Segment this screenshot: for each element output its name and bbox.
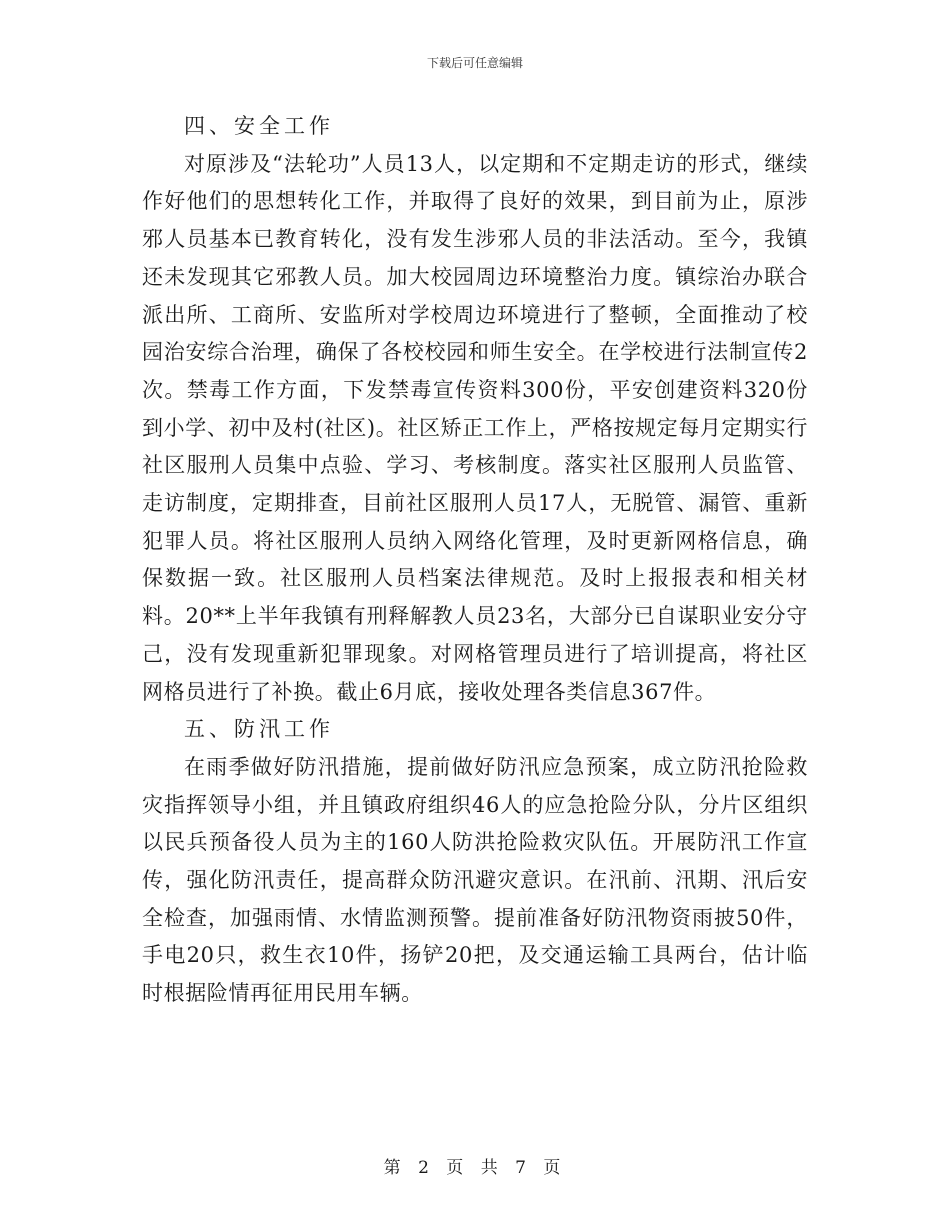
paragraph-safety: 对原涉及“法轮功”人员13人，以定期和不定期走访的形式，继续作好他们的思想转化工作，并取得了良好的效果，到目前为止，原涉邪人员基本已教育转化，没有发生涉邪人员的非法活动。至今，我镇还未发现其它邪教人员。加大校园周边环境整治力度。镇综治办联合派出所、工商所、安监所对学校周边环境进行了整顿，全面推动了校园治安综合治理，确保了各校校园和师生安全。在学校进行法制宣传2次。禁毒工作方面，下发禁毒宣传资料300份，平安创建资料320份到小学、初中及村(社区)。社区矫正工作上，严格按规定每月定期实行社区服刑人员集中点验、学习、考核制度。落实社区服刑人员监管、走访制度，定期排查，目前社区服刑人员17人，无脱管、漏管、重新犯罪人员。将社区服刑人员纳入网络化管理，及时更新网格信息，确保数据一致。社区服刑人员档案法律规范。及时上报报表和相关材料。20**上半年我镇有刑释解教人员23名，大部分已自谋职业安分守己，没有发现重新犯罪现象。对网格管理员进行了培训提高，将社区网格员进行了补换。截止6月底，接收处理各类信息367件。	[142, 151, 808, 704]
paragraph-flood: 在雨季做好防汛措施，提前做好防汛应急预案，成立防汛抢险救灾指挥领导小组，并且镇政府组织46人的应急抢险分队，分片区组织以民兵预备役人员为主的160人防洪抢险救灾队伍。开展防汛工作宣传，强化防汛责任，提高群众防汛避灾意识。在汛前、汛期、汛后安全检查，加强雨情、水情监测预警。提前准备好防汛物资雨披50件，手电20只，救生衣10件，扬铲20把，及交通运输工具两台，估计临时根据险情再征用民用车辆。	[142, 754, 808, 1006]
page-header-note: 下载后可任意编辑	[426, 56, 523, 70]
section-heading-safety: 四、安全工作	[184, 114, 334, 138]
page-number: 第 2 页 共 7 页	[383, 1158, 567, 1178]
section-heading-flood: 五、防汛工作	[184, 717, 334, 742]
document-body	[142, 108, 808, 1013]
